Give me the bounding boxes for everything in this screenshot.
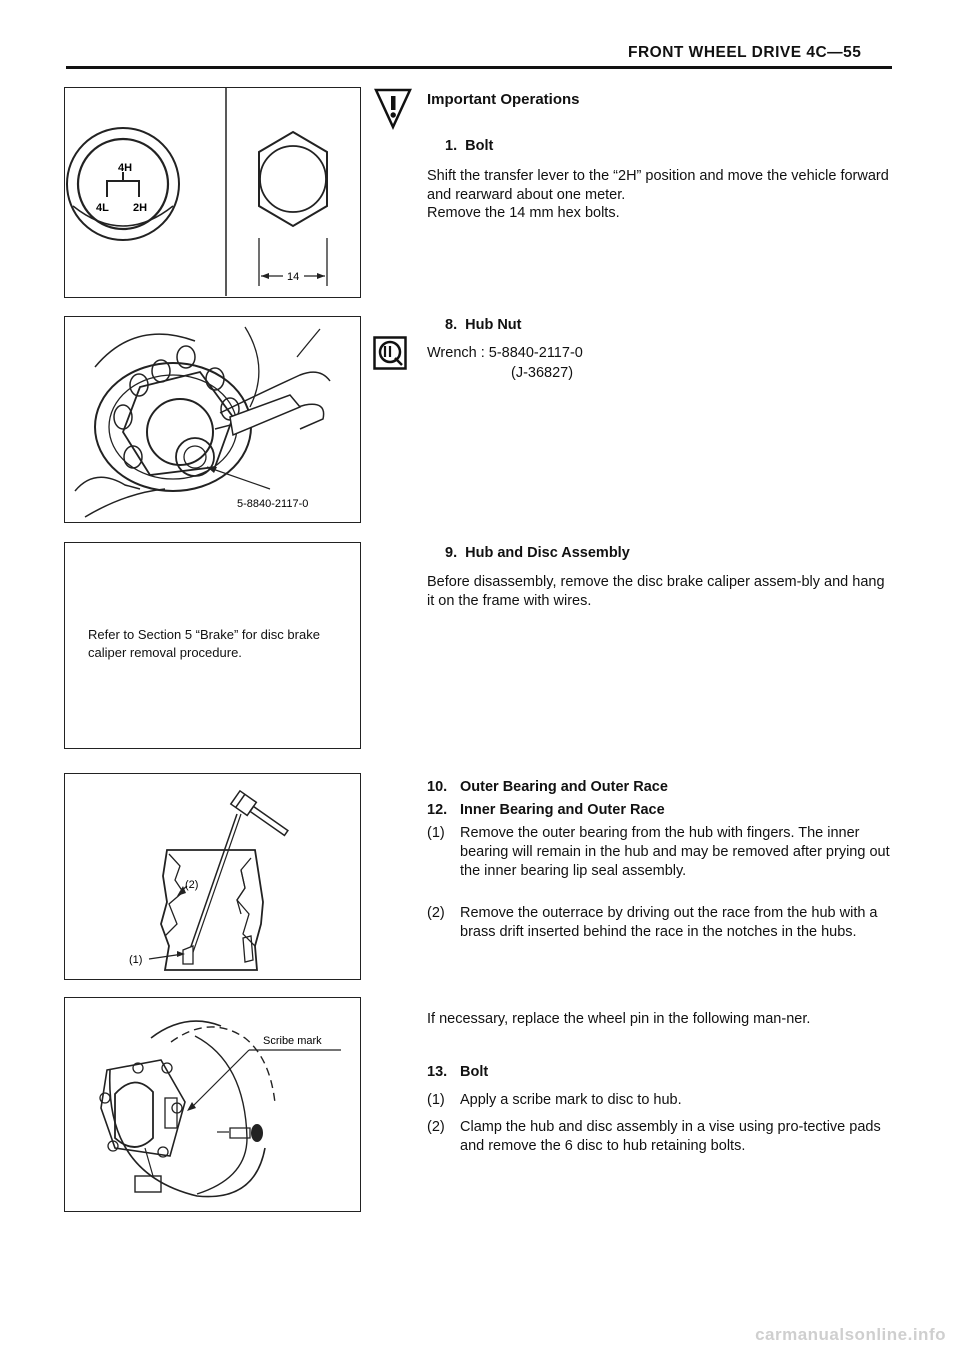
step-13-number: 13.	[427, 1064, 448, 1080]
step-10-heading	[427, 778, 668, 797]
step-12-heading	[427, 801, 665, 820]
wrench-label: Wrench :	[427, 345, 489, 361]
pin-substep-1-text: Apply a scribe mark to disc to hub.	[460, 1092, 682, 1108]
step-1-number: 1.	[445, 138, 458, 154]
step-1-heading	[445, 137, 493, 156]
pin-substep-2	[427, 1118, 891, 1156]
substep-1-number: (1)	[427, 825, 445, 841]
figure-outer-race-removal	[64, 773, 361, 980]
tool-part-label: 5-8840-2117-0	[237, 498, 309, 510]
pin-substep-1-number: (1)	[427, 1092, 445, 1108]
important-operations-heading: Important Operations	[427, 91, 580, 108]
step-9-title: Hub and Disc Assembly	[465, 545, 630, 561]
pin-substep-1	[427, 1091, 891, 1110]
scribe-mark-diagram	[65, 998, 359, 1210]
substep-1-text: Remove the outer bearing from the hub with fingers. The inner bearing will remain in the hub and may be removed after prying out the inner bearing lip seal assembly.	[460, 825, 890, 879]
wrench-part-number: 5-8840-2117-0	[488, 345, 583, 361]
substep-2-number: (2)	[427, 905, 445, 921]
pin-substep-2-text: Clamp the hub and disc assembly in a vise using pro-tective pads and remove the 6 disc to hub retaining bolts.	[460, 1119, 881, 1154]
page-header-title: FRONT WHEEL DRIVE 4C—55	[628, 44, 862, 61]
callout-label-2: (2)	[185, 879, 199, 891]
step-13-heading	[427, 1063, 488, 1082]
knob-label-2h: 2H	[133, 202, 148, 214]
transfer-lever-diagram	[65, 88, 359, 296]
special-tool-icon	[373, 336, 407, 370]
step-9-heading	[445, 544, 630, 563]
header-rule	[66, 66, 892, 69]
callout-label-1: (1)	[129, 954, 143, 966]
step-10-title: Outer Bearing and Outer Race	[460, 779, 668, 795]
hub-nut-wrench-diagram	[65, 317, 359, 521]
figure-note-box	[64, 542, 361, 749]
brake-section-note: Refer to Section 5 “Brake” for disc brake caliper removal procedure.	[88, 627, 320, 660]
step-1-title: Bolt	[465, 138, 494, 154]
substep-2-text: Remove the outerrace by driving out the race from the hub with a brass drift inserted behind the race in the notches in the hubs.	[460, 905, 878, 940]
knob-label-4h: 4H	[118, 162, 133, 174]
step-8-heading	[445, 316, 522, 335]
step-9-text: Before disassembly, remove the disc brake caliper assem-bly and hang it on the frame with wires.	[427, 574, 885, 609]
step-12-title: Inner Bearing and Outer Race	[460, 802, 665, 818]
figure-scribe-mark	[64, 997, 361, 1212]
step-8-title: Hub Nut	[465, 317, 522, 333]
pin-substep-2-number: (2)	[427, 1119, 445, 1135]
step-1-text: Shift the transfer lever to the “2H” position and move the vehicle forward and rearward about one meter.	[427, 168, 889, 203]
wheel-pin-intro: If necessary, replace the wheel pin in the following man-ner.	[427, 1011, 811, 1027]
step-13-title: Bolt	[460, 1064, 489, 1080]
scribe-mark-label: Scribe mark	[263, 1035, 322, 1047]
race-removal-diagram	[65, 774, 359, 978]
dimension-label: 14	[287, 271, 300, 283]
watermark: carmanualsonline.info	[755, 1325, 946, 1344]
wrench-line	[427, 344, 583, 363]
bearing-substep-1	[427, 824, 891, 881]
wrench-alt-number: (J-36827)	[511, 365, 574, 381]
step-1-text-2: Remove the 14 mm hex bolts.	[427, 205, 620, 221]
step-8-number: 8.	[445, 317, 458, 333]
figure-transfer-lever	[64, 87, 361, 298]
figure-hub-nut-wrench	[64, 316, 361, 523]
bearing-substep-2	[427, 904, 891, 942]
step-9-number: 9.	[445, 545, 458, 561]
step-12-number: 12.	[427, 802, 448, 818]
step-10-number: 10.	[427, 779, 448, 795]
knob-label-4l: 4L	[96, 202, 109, 214]
warning-triangle-icon	[373, 86, 413, 130]
